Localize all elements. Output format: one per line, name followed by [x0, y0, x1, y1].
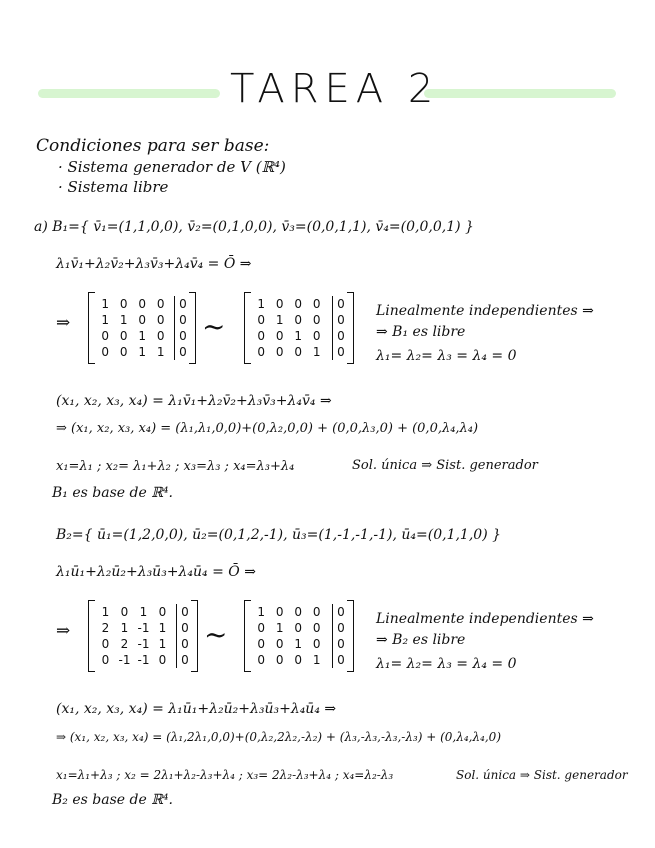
conclusion-free-a: ⇒ B₁ es libre	[376, 324, 466, 340]
conclusion-independent-a: Linealmente independientes ⇒	[376, 303, 594, 319]
linear-combo-a: λ₁v̄₁+λ₂v̄₂+λ₃v̄₃+λ₄v̄₄ = Ō ⇒	[56, 256, 252, 272]
matrix-right-a-grid: 1 0 0 0 0 1 0 0 0 0 1 0 0 0 0 1	[257, 297, 321, 359]
generator-eq-b-1: (x₁, x₂, x₃, x₄) = λ₁ū₁+λ₂ū₂+λ₃ū₃+λ₄ū₄ ⇒	[56, 701, 337, 717]
matrix-left-a-aug: 0 0 0 0	[179, 297, 187, 359]
implies-arrow-b: ⇒	[56, 621, 71, 641]
matrix-right-a-aug: 0 0 0 0	[337, 297, 345, 359]
matrix-left-b	[88, 600, 198, 672]
set-b2-definition: B₂={ ū₁=(1,2,0,0), ū₂=(0,1,2,-1), ū₃=(1,-1,-1,-1), ū₄=(0,1,1,0) }	[56, 527, 502, 543]
solution-a: x₁=λ₁ ; x₂= λ₁+λ₂ ; x₃=λ₃ ; x₄=λ₃+λ₄	[56, 459, 295, 474]
generator-eq-b-2: ⇒ (x₁, x₂, x₃, x₄) = (λ₁,2λ₁,0,0)+(0,λ₂,2λ₂,-λ₂) + (λ₃,-λ₃,-λ₃,-λ₃) + (0,λ₄,λ₄,0)	[56, 730, 502, 744]
linear-combo-b: λ₁ū₁+λ₂ū₂+λ₃ū₃+λ₄ū₄ = Ō ⇒	[56, 564, 256, 580]
matrix-left-a-grid: 1 0 0 0 1 1 0 0 0 0 1 0 0 0 1 1	[101, 297, 165, 359]
equivalence-tilde-a: ~	[202, 310, 226, 343]
final-conclusion-b: B₂ es base de ℝ⁴.	[52, 792, 173, 808]
matrix-right-b-aug: 0 0 0 0	[337, 605, 345, 667]
matrix-right-a	[244, 292, 354, 364]
condition-generator: · Sistema generador de V (ℝ⁴)	[58, 158, 286, 176]
matrix-right-b-grid: 1 0 0 0 0 1 0 0 0 0 1 0 0 0 0 1	[257, 605, 321, 667]
matrix-left-b-grid: 1 0 1 0 2 1 -1 1 0 2 -1 1 0 -1 -1 0	[101, 605, 167, 667]
conclusion-free-b: ⇒ B₂ es libre	[376, 632, 466, 648]
generator-eq-a-2: ⇒ (x₁, x₂, x₃, x₄) = (λ₁,λ₁,0,0)+(0,λ₂,0,0) + (0,0,λ₃,0) + (0,0,λ₄,λ₄)	[56, 421, 479, 436]
implies-arrow-a: ⇒	[56, 313, 71, 333]
generator-eq-a-1: (x₁, x₂, x₃, x₄) = λ₁v̄₁+λ₂v̄₂+λ₃v̄₃+λ₄v̄₄ ⇒	[56, 393, 332, 409]
conclusion-lambdas-b: λ₁= λ₂= λ₃ = λ₄ = 0	[376, 656, 517, 672]
matrix-left-b-aug: 0 0 0 0	[181, 605, 189, 667]
title-highlight-right	[424, 89, 616, 98]
equivalence-tilde-b: ~	[204, 618, 228, 651]
title-highlight-left	[38, 89, 220, 98]
conclusion-independent-b: Linealmente independientes ⇒	[376, 611, 594, 627]
matrix-right-b	[244, 600, 354, 672]
set-b1-definition: a) B₁={ v̄₁=(1,1,0,0), v̄₂=(0,1,0,0), v̄₃=(0,0,1,1), v̄₄=(0,0,0,1) }	[34, 219, 474, 235]
conditions-heading: Condiciones para ser base:	[36, 136, 270, 156]
solution-note-b: Sol. única ⇒ Sist. generador	[456, 768, 628, 782]
solution-b: x₁=λ₁+λ₃ ; x₂ = 2λ₁+λ₂-λ₃+λ₄ ; x₃= 2λ₂-λ₃+λ₄ ; x₄=λ₂-λ₃	[56, 768, 394, 782]
solution-note-a: Sol. única ⇒ Sist. generador	[352, 458, 538, 473]
page-title: TAREA 2	[230, 66, 440, 112]
matrix-left-a	[88, 292, 196, 364]
conclusion-lambdas-a: λ₁= λ₂= λ₃ = λ₄ = 0	[376, 348, 517, 364]
condition-free: · Sistema libre	[58, 178, 169, 196]
final-conclusion-a: B₁ es base de ℝ⁴.	[52, 485, 173, 501]
